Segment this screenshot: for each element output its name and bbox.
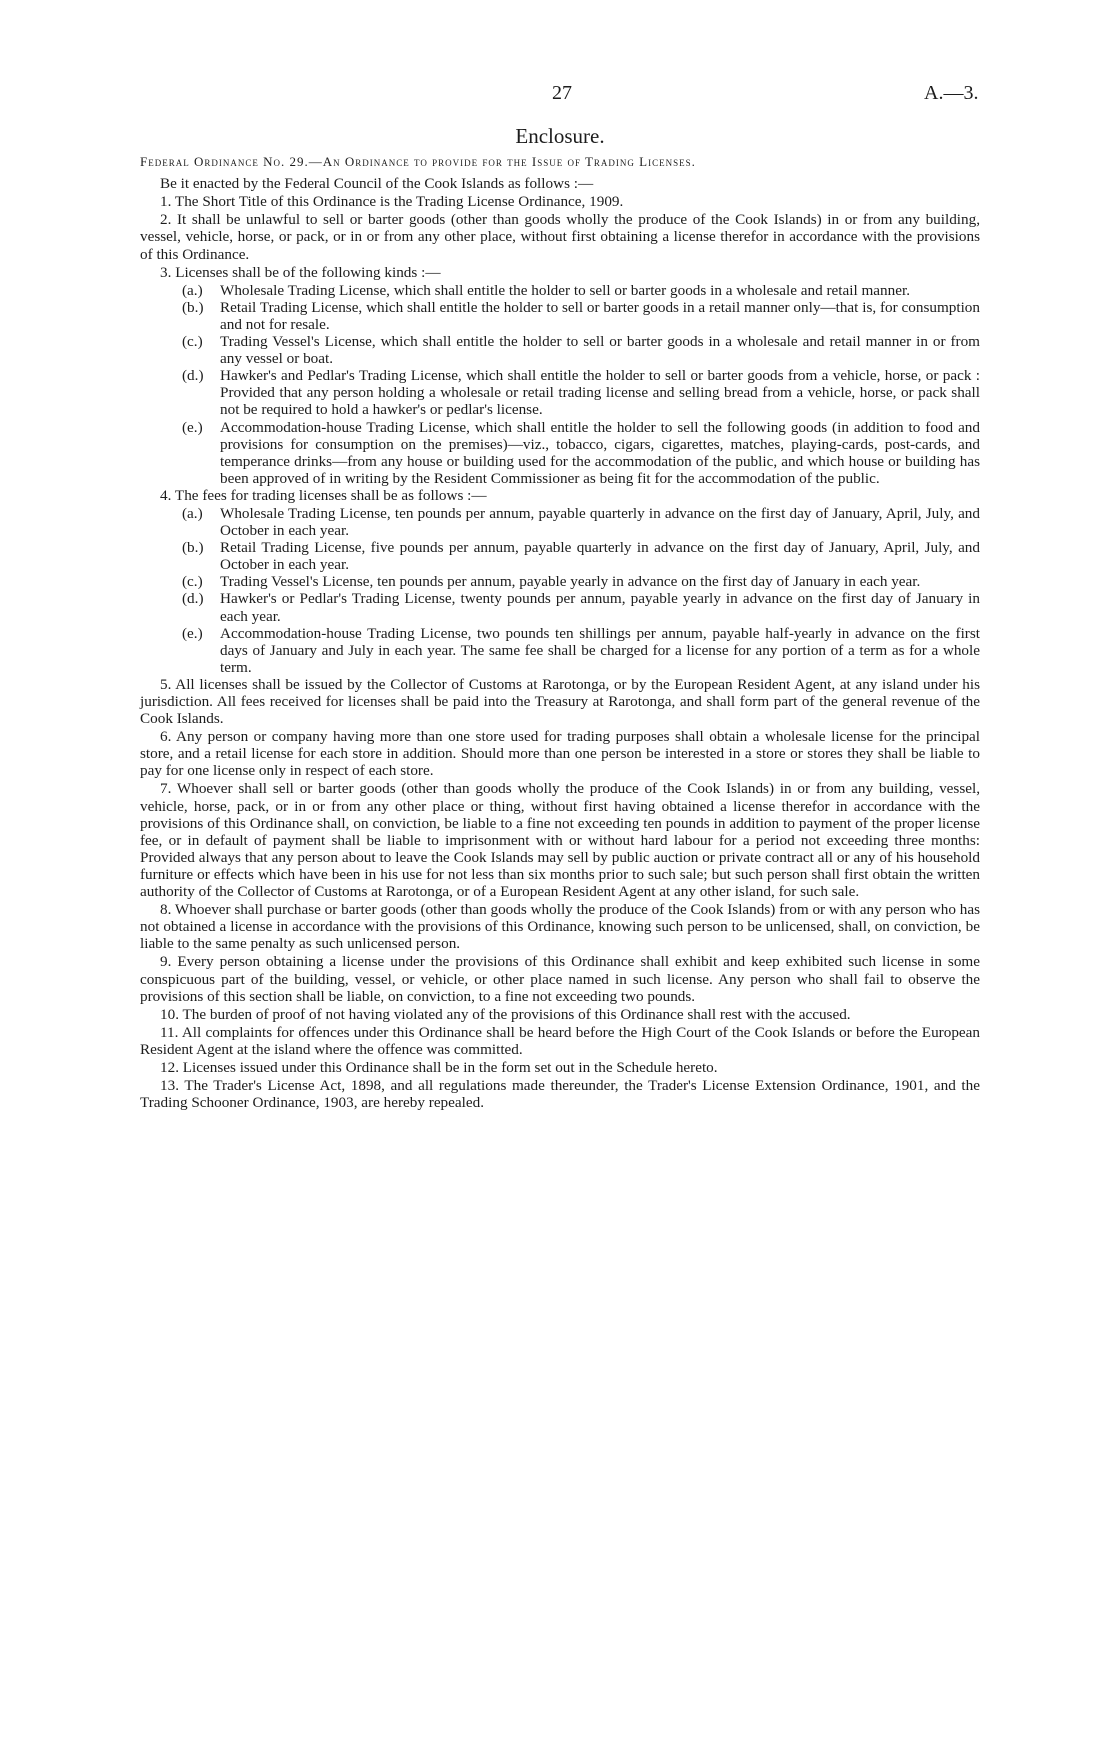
section-11: 11. All complaints for offences under this Ordinance shall be heard before the High Court of the Cook Islands or before the European Resident Agent at the island where the offence was committed.: [140, 1023, 980, 1058]
item-label: (a.): [182, 504, 203, 522]
section-3-item: [140, 282, 980, 299]
section-3-item: [140, 299, 980, 333]
document-body: [140, 82, 980, 1112]
section-2: 2. It shall be unlawful to sell or barter goods (other than goods wholly the produce of the Cook Islands) in or from any building, vessel, vehicle, horse, or pack, or in or from any other place, without first obtaining a license therefor in accordance with the provisions of this Ordinance.: [140, 211, 980, 263]
section-5: 5. All licenses shall be issued by the Collector of Customs at Rarotonga, or by the European Resident Agent, at any island under his jurisdiction. All fees received for licenses shall be paid into the Treasury at Rarotonga, and shall form part of the general revenue of the Cook Islands.: [140, 675, 980, 728]
item-label: (d.): [182, 590, 204, 608]
section-3-item: [140, 419, 980, 487]
item-text: Retail Trading License, which shall entitle the holder to sell or barter goods in a retail manner only—that is, for consumption and not for resale.: [220, 298, 980, 333]
section-9: 9. Every person obtaining a license under the provisions of this Ordinance shall exhibit and keep exhibited such license in some conspicuous part of the building, vessel, or vehicle, or other place named in such license. Any person who shall fail to observe the provisions of this section shall be liable, on conviction, to a fine not exceeding two pounds.: [140, 953, 980, 1005]
section-1: 1. The Short Title of this Ordinance is the Trading License Ordinance, 1909.: [160, 193, 624, 211]
item-label: (c.): [182, 333, 203, 351]
section-3-intro: 3. Licenses shall be of the following kinds :—: [160, 263, 441, 281]
section-10: 10. The burden of proof of not having violated any of the provisions of this Ordinance shall rest with the accused.: [160, 1005, 851, 1023]
item-label: (b.): [182, 298, 204, 316]
item-text: Trading Vessel's License, which shall entitle the holder to sell or barter goods in a wholesale and retail manner in or from any vessel or boat.: [220, 333, 980, 368]
item-label: (d.): [182, 367, 204, 385]
page-title: Enclosure.: [515, 124, 605, 148]
enacting-clause: Be it enacted by the Federal Council of the Cook Islands as follows :—: [160, 175, 594, 193]
ordinance-heading: Federal Ordinance No. 29.—An Ordinance to provide for the Issue of Trading Licenses.: [140, 154, 696, 170]
item-text: Retail Trading License, five pounds per annum, payable quarterly in advance on the first day of January, April, July, and October in each year.: [220, 539, 980, 574]
section-4-intro: 4. The fees for trading licenses shall be as follows :—: [160, 486, 487, 504]
item-label: (b.): [182, 539, 204, 557]
section-7: 7. Whoever shall sell or barter goods (other than goods wholly the produce of the Cook Islands) in or from any building, vessel, vehicle, horse, pack, or in or from any other place or thing, without first having obtained a license therefor in accordance with the provisions of this Ordinance shall, on conviction, be liable to a fine not exceeding ten pounds in addition to payment of the proper license fee, or in default of payment shall be liable to imprisonment with or without hard labour for a period not exceeding three months: Provided always that any person about to leave the Cook Islands may sell by public auction or private contract all or any of his household furniture or effects which have been in his use for not less than six months prior to such sale; but such person shall first obtain the written authority of the Collector of Customs at Rarotonga, or of a European Resident Agent at any other island, for such sale.: [140, 780, 980, 901]
item-text: Accommodation-house Trading License, which shall entitle the holder to sell the following goods (in addition to food and provisions for consumption on the premises)—viz., tobacco, cigars, cigarettes, matches, playing-cards, post-cards, and temperance drinks—from any house or building used for the accommodation of the public, and which house or building has been approved of in writing by the Resident Commissioner as being fit for the accommodation of the public.: [220, 418, 980, 487]
item-label: (e.): [182, 418, 203, 436]
section-13: 13. The Trader's License Act, 1898, and all regulations made thereunder, the Trader's License Extension Ordinance, 1901, and the Trading Schooner Ordinance, 1903, are hereby repealed.: [140, 1077, 980, 1112]
item-text: Accommodation-house Trading License, two pounds ten shillings per annum, payable half-yearly in advance on the first days of January and July in each year. The same fee shall be charged for a license for any portion of a term as for a whole term.: [220, 624, 980, 676]
section-4-item: [140, 590, 980, 624]
section-4-item: [140, 505, 980, 539]
paper-reference: A.—3.: [924, 82, 979, 104]
section-4-item: [140, 539, 980, 573]
section-8: 8. Whoever shall purchase or barter goods (other than goods wholly the produce of the Cook Islands) from or with any person who has not obtained a license in accordance with the provisions of this Ordinance, knowing such person to be unlicensed, shall, on conviction, be liable to the same penalty as such unlicensed person.: [140, 901, 980, 953]
item-label: (a.): [182, 281, 203, 299]
section-3-item: [140, 367, 980, 418]
item-text: Wholesale Trading License, ten pounds per annum, payable quarterly in advance on the first day of January, April, July, and October in each year.: [220, 504, 980, 540]
item-text: Wholesale Trading License, which shall entitle the holder to sell or barter goods in a wholesale and retail manner.: [220, 281, 910, 299]
item-text: Hawker's and Pedlar's Trading License, which shall entitle the holder to sell or barter goods from a vehicle, horse, or pack : Provided that any person holding a wholesale or retail trading license and selling bread from a vehicle, horse, or pack shall not be required to hold a hawker's or pedlar's license.: [220, 367, 980, 419]
item-text: Trading Vessel's License, ten pounds per annum, payable yearly in advance on the first day of January in each year.: [220, 573, 921, 591]
section-12: 12. Licenses issued under this Ordinance shall be in the form set out in the Schedule hereto.: [160, 1058, 718, 1076]
item-text: Hawker's or Pedlar's Trading License, twenty pounds per annum, payable yearly in advance on the first day of January in each year.: [220, 590, 980, 625]
page-number: 27: [552, 82, 572, 104]
section-4-item: [140, 625, 980, 676]
section-3-item: [140, 333, 980, 367]
item-label: (e.): [182, 624, 203, 642]
section-6: 6. Any person or company having more than one store used for trading purposes shall obtain a wholesale license for the principal store, and a retail license for each store in addition. Should more than one person be interested in a store or stores they shall be liable to pay for one license only in respect of each store.: [140, 728, 980, 780]
item-label: (c.): [182, 573, 203, 591]
section-4-item: [140, 573, 980, 590]
